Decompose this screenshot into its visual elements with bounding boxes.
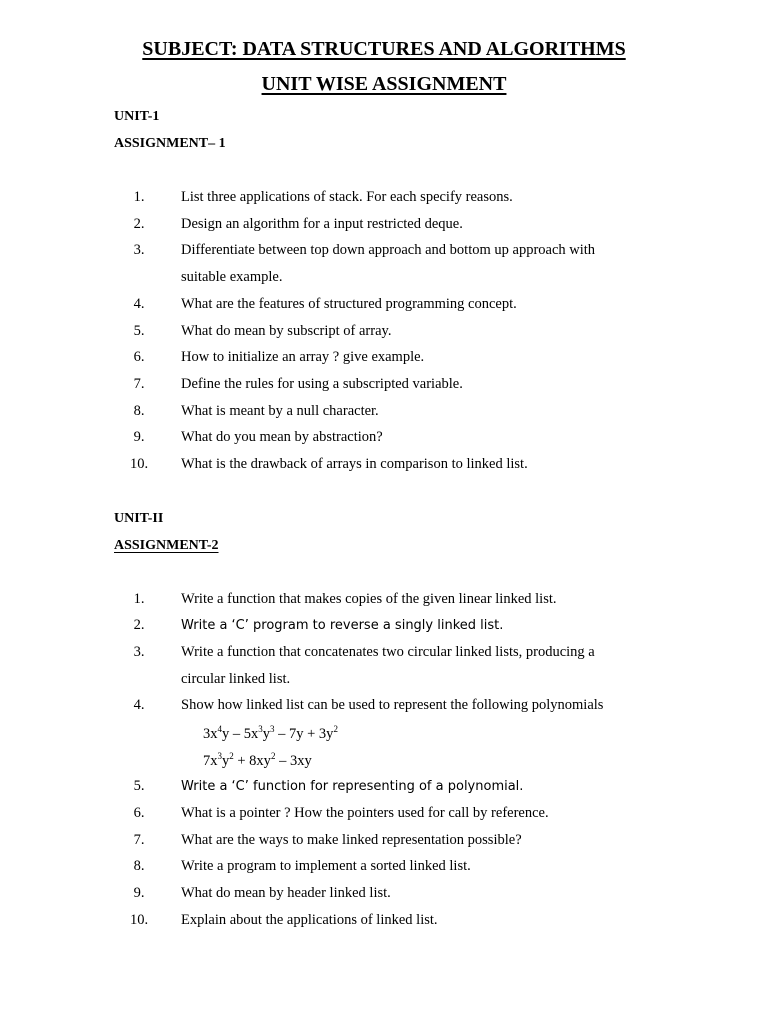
question-number: 8. (133, 403, 145, 419)
question-number: 8. (133, 858, 145, 874)
list-item (0, 832, 768, 858)
unit2-assignment-label: ASSIGNMENT-2 (114, 538, 219, 553)
unit2-label: UNIT-II (114, 511, 164, 526)
question-text: Design an algorithm for a input restricted deque. (181, 216, 463, 232)
list-item (0, 805, 768, 831)
question-text: What do mean by subscript of array. (181, 323, 392, 339)
question-number: 6. (133, 805, 145, 821)
question-text: Write a function that makes copies of the given linear linked list. (181, 591, 557, 607)
list-item (0, 349, 768, 375)
question-text: Define the rules for using a subscripted variable. (181, 376, 463, 392)
list-item (0, 885, 768, 911)
question-continuation: suitable example. (181, 269, 283, 285)
list-item (0, 323, 768, 349)
list-item (0, 858, 768, 884)
unit1-label: UNIT-1 (114, 109, 160, 124)
question-number: 5. (133, 778, 145, 794)
list-item (0, 697, 768, 723)
question-number: 1. (133, 189, 145, 205)
question-text: Write a program to implement a sorted linked list. (181, 858, 471, 874)
question-number: 10. (129, 912, 149, 928)
question-number: 7. (133, 376, 145, 392)
question-number: 2. (133, 617, 145, 633)
question-text: What do you mean by abstraction? (181, 429, 383, 445)
question-number: 1. (133, 591, 145, 607)
list-item (0, 912, 768, 938)
question-number: 9. (133, 885, 145, 901)
question-text: What is the drawback of arrays in comparison to linked list. (181, 456, 528, 472)
question-number: 4. (133, 296, 145, 312)
question-text: What are the features of structured programming concept. (181, 296, 517, 312)
list-item (0, 376, 768, 402)
list-item (0, 429, 768, 455)
question-text: Write a function that concatenates two circular linked lists, producing a (181, 644, 595, 660)
question-text: Write a ‘C’ function for representing of a polynomial. (181, 779, 524, 794)
polynomial-2: $7x^3y^2 + 8xy^2 - 3xy$ (203, 751, 312, 769)
list-item (0, 778, 768, 804)
question-continuation: circular linked list. (181, 671, 291, 687)
list-item (0, 296, 768, 322)
question-number: 6. (133, 349, 145, 365)
question-text: What do mean by header linked list. (181, 885, 391, 901)
question-text: Show how linked list can be used to represent the following polynomials (181, 697, 604, 713)
subject-title: SUBJECT: DATA STRUCTURES AND ALGORITHMS (142, 38, 626, 60)
list-item (0, 216, 768, 242)
question-text: Differentiate between top down approach and bottom up approach with (181, 242, 596, 258)
question-text: What is a pointer ? How the pointers used for call by reference. (181, 805, 549, 821)
list-item (0, 189, 768, 215)
list-item (0, 591, 768, 617)
polynomial-1: $3x^4y - 5x^3y^3 - 7y + 3y^2$ (203, 724, 338, 742)
question-number: 3. (133, 242, 145, 258)
unit1-assignment-label: ASSIGNMENT– 1 (114, 136, 226, 151)
question-number: 5. (133, 323, 145, 339)
list-item (0, 403, 768, 429)
list-item (0, 242, 768, 268)
question-text: What are the ways to make linked representation possible? (181, 832, 522, 848)
list-item (0, 617, 768, 643)
question-number: 10. (129, 456, 149, 472)
list-item (0, 456, 768, 482)
question-text: What is meant by a null character. (181, 403, 379, 419)
question-number: 4. (133, 697, 145, 713)
question-text: List three applications of stack. For each specify reasons. (181, 189, 513, 205)
question-number: 2. (133, 216, 145, 232)
question-number: 3. (133, 644, 145, 660)
list-item (0, 644, 768, 670)
question-text: How to initialize an array ? give example. (181, 349, 425, 365)
question-text: Explain about the applications of linked list. (181, 912, 438, 928)
question-text: Write a ‘C’ program to reverse a singly linked list. (181, 618, 504, 633)
question-number: 9. (133, 429, 145, 445)
question-number: 7. (133, 832, 145, 848)
assignment-title: UNIT WISE ASSIGNMENT (261, 73, 507, 95)
